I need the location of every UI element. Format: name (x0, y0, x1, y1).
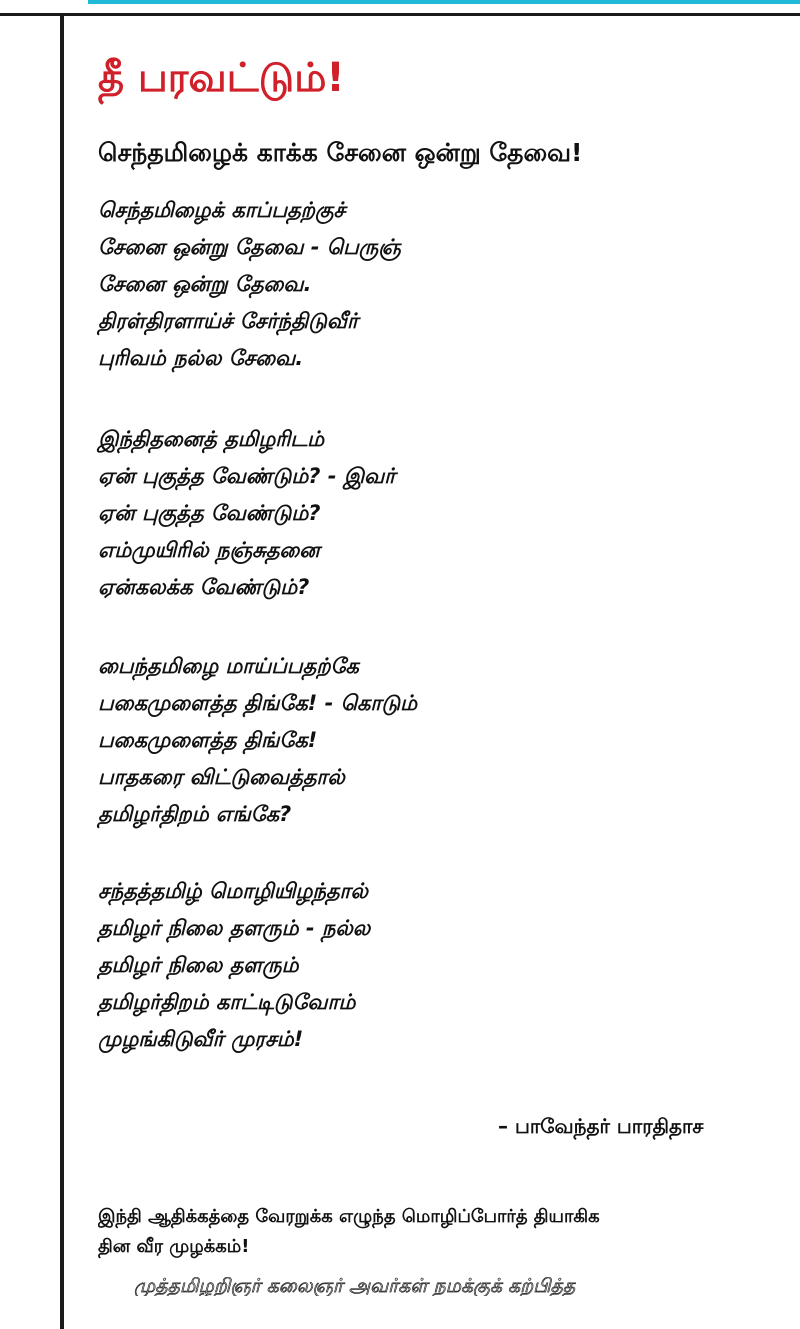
verse-line: புரிவம் நல்ல சேவை. (98, 346, 304, 370)
verse-line: பாதகரை விட்டுவைத்தால் (98, 765, 345, 789)
verse-line: ஏன் புகுத்த வேண்டும்? - இவர் (98, 464, 396, 488)
verse-line: இந்திதனைத் தமிழரிடம் (98, 427, 324, 451)
stanza-1 (98, 192, 401, 377)
stanza-4 (98, 873, 370, 1058)
poet-attribution: – பாவேந்தர் பாரதிதாச (498, 1114, 704, 1138)
commentary-paragraph (98, 1202, 800, 1262)
poem-subtitle: செந்தமிழைக் காக்க சேனை ஒன்று தேவை! (98, 138, 583, 167)
verse-line: தமிழர் நிலை தளரும் (98, 953, 299, 977)
stanza-3 (98, 648, 417, 833)
verse-line: பைந்தமிழை மாய்ப்பதற்கே (98, 654, 359, 678)
verse-line: எம்முயிரில் நஞ்சுதனை (98, 538, 320, 562)
verse-line: தமிழர்திறம் காட்டிடுவோம் (98, 990, 356, 1014)
verse-line: ஏன் புகுத்த வேண்டும்? (98, 501, 321, 525)
verse-line: திரள்திரளாய்ச் சேர்ந்திடுவீர் (98, 309, 358, 333)
verse-line: தமிழர் நிலை தளரும் - நல்ல (98, 916, 371, 940)
verse-line: தமிழர்திறம் எங்கே? (98, 802, 292, 826)
left-border-line (60, 13, 64, 1329)
verse-line: சந்தத்தமிழ் மொழியிழந்தால் (98, 879, 368, 903)
verse-line: சேனை ஒன்று தேவை - பெருஞ் (98, 235, 401, 259)
paragraph-line: தின வீர முழக்கம்! (98, 1236, 250, 1257)
top-rule (0, 0, 800, 16)
top-border-line (0, 13, 800, 16)
top-accent-line (88, 0, 800, 4)
paragraph-line: இந்தி ஆதிக்கத்தை வேரறுக்க எழுந்த மொழிப்போர்த் தியாகிக (98, 1206, 600, 1227)
verse-line: ஏன்கலக்க வேண்டும்? (98, 575, 310, 599)
verse-line: பகைமுளைத்த திங்கே! - கொடும் (98, 691, 417, 715)
verse-line: பகைமுளைத்த திங்கே! (98, 728, 318, 752)
poem-title: தீ பரவட்டும்! (98, 55, 345, 101)
outlined-caption: முத்தமிழறிஞர் கலைஞர் அவர்கள் நமக்குக் கற்பித்த (134, 1277, 576, 1296)
verse-line: சேனை ஒன்று தேவை. (98, 272, 312, 296)
verse-line: முழங்கிடுவீர் முரசம்! (98, 1027, 304, 1051)
verse-line: செந்தமிழைக் காப்பதற்குச் (98, 198, 346, 222)
stanza-2 (98, 421, 395, 606)
